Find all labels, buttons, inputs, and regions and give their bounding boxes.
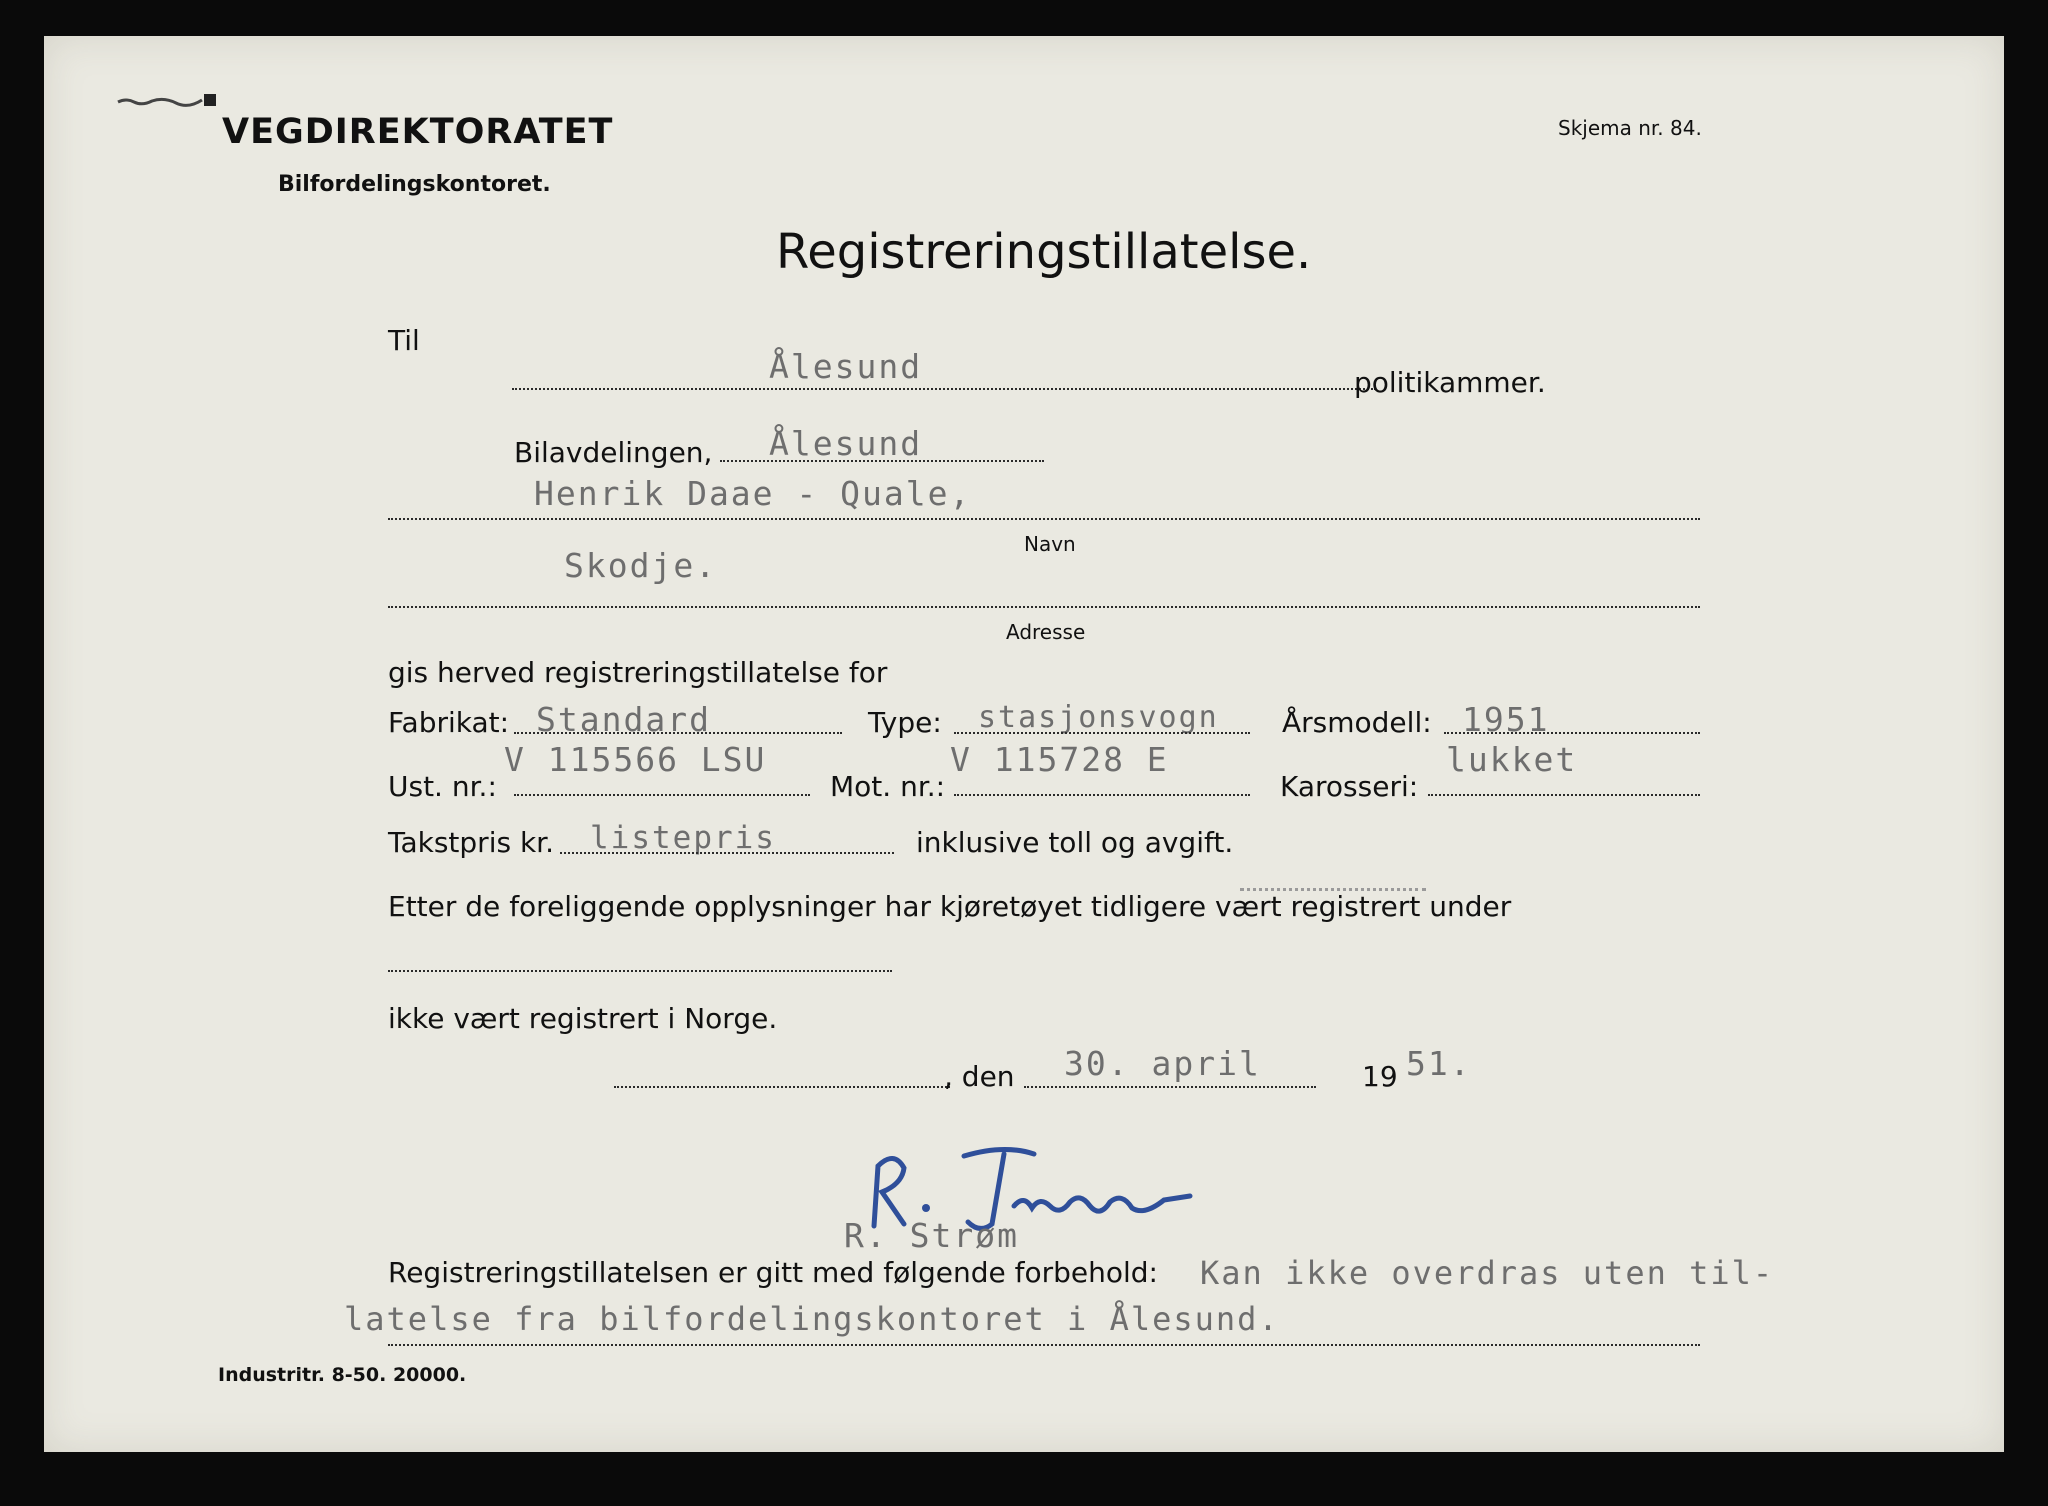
previous-registration-line	[388, 970, 892, 972]
karosseri-label: Karosseri:	[1280, 770, 1419, 803]
print-info: Industritr. 8-50. 20000.	[218, 1364, 467, 1386]
ust-label: Ust. nr.:	[388, 770, 497, 803]
den-label: , den	[944, 1060, 1015, 1093]
grant-text: gis herved registreringstillatelse for	[388, 656, 888, 689]
price-suffix: inklusive toll og avgift.	[916, 826, 1234, 859]
conditions-line1: Kan ikke overdras uten til-	[1200, 1254, 1775, 1292]
recipient-name-line	[388, 518, 1700, 520]
mot-line	[954, 794, 1250, 796]
bilavdelingen-label: Bilavdelingen,	[514, 436, 713, 469]
fabrikat-value: Standard	[536, 700, 711, 739]
price-label: Takstpris kr.	[388, 826, 555, 859]
form-sheet	[44, 36, 2004, 1452]
conditions-label: Registreringstillatelsen er gitt med følgende forbehold:	[388, 1256, 1158, 1289]
karosseri-value: lukket	[1446, 740, 1578, 779]
fabrikat-label: Fabrikat:	[388, 706, 510, 739]
police-district-value: Ålesund	[769, 347, 923, 386]
not-registered-text: ikke vært registrert i Norge.	[388, 1002, 778, 1035]
page-title: Registreringstillatelse.	[776, 224, 1312, 280]
politikammer-label: politikammer.	[1354, 366, 1546, 399]
recipient-address-value: Skodje.	[564, 546, 718, 585]
address-caption: Adresse	[1006, 620, 1086, 644]
bilavdelingen-value: Ålesund	[769, 424, 923, 463]
conditions-line	[388, 1344, 1700, 1346]
mot-label: Mot. nr.:	[830, 770, 946, 803]
conditions-line2: latelse fra bilfordelingskontoret i Ålesund.	[344, 1300, 1280, 1338]
form-number: Skjema nr. 84.	[1558, 116, 1702, 140]
year-value: 51.	[1406, 1044, 1472, 1083]
ust-line	[514, 794, 810, 796]
year-prefix: 19	[1362, 1060, 1398, 1093]
recipient-address-line	[388, 606, 1700, 608]
price-value: listepris	[590, 820, 776, 856]
history-text: Etter de foreliggende opplysninger har kjøretøyet tidligere vært registrert under	[388, 890, 1512, 923]
type-line	[954, 732, 1250, 734]
date-value: 30. april	[1064, 1044, 1261, 1083]
org-name: VEGDIREKTORATET	[222, 112, 614, 152]
place-line	[614, 1086, 950, 1088]
recipient-name-value: Henrik Daae - Quale,	[534, 474, 972, 513]
date-line	[1024, 1086, 1316, 1088]
ink-smudge	[116, 92, 226, 108]
fabrikat-line	[514, 732, 842, 734]
bilavdelingen-line	[720, 460, 1044, 462]
type-value: stasjonsvogn	[978, 700, 1219, 735]
ust-value: V 115566 LSU	[504, 740, 767, 779]
arsmodell-value: 1951	[1462, 700, 1550, 739]
til-label: Til	[388, 324, 420, 357]
struck-text-mark	[1240, 888, 1426, 899]
typed-signatory-name: R. Strøm	[844, 1216, 1019, 1255]
arsmodell-line	[1444, 732, 1700, 734]
type-label: Type:	[868, 706, 942, 739]
name-caption: Navn	[1024, 532, 1076, 556]
arsmodell-label: Årsmodell:	[1282, 706, 1432, 739]
karosseri-line	[1428, 794, 1700, 796]
price-line	[560, 852, 894, 854]
office-name: Bilfordelingskontoret.	[278, 172, 551, 197]
mot-value: V 115728 E	[950, 740, 1169, 779]
police-district-line	[512, 388, 1376, 390]
